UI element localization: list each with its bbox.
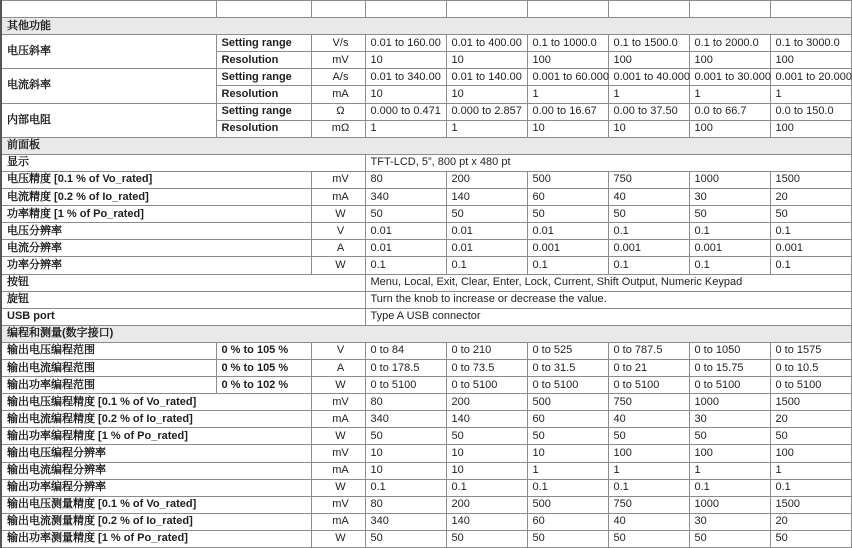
cell-value: 0 to 1575 xyxy=(770,342,851,359)
cell-value: 1 xyxy=(446,120,527,137)
cell-value: 0.001 xyxy=(770,240,851,257)
cell-value: 1 xyxy=(527,86,608,103)
row-value: Type A USB connector xyxy=(365,308,851,325)
row-sub-label: 0 % to 105 % xyxy=(216,359,311,376)
cell-value: 0 to 15.75 xyxy=(689,359,770,376)
cell-value: 0.01 xyxy=(446,240,527,257)
cell-value: 50 xyxy=(608,428,689,445)
cell-value: 50 xyxy=(365,206,446,223)
row-unit: V xyxy=(311,342,365,359)
cell-value: 1 xyxy=(608,86,689,103)
row-label: 输出电压编程精度 [0.1 % of Vo_rated] xyxy=(1,394,311,411)
spec-row xyxy=(1,291,851,308)
partial-cell xyxy=(216,1,311,18)
cell-value: 0.1 xyxy=(689,223,770,240)
cell-value: 0 to 73.5 xyxy=(446,359,527,376)
cell-value: 1000 xyxy=(689,496,770,513)
row-label: 输出电压编程分辨率 xyxy=(1,445,311,462)
row-value: Turn the knob to increase or decrease the value. xyxy=(365,291,851,308)
row-label: 输出功率编程精度 [1 % of Po_rated] xyxy=(1,428,311,445)
cell-value: 10 xyxy=(527,120,608,137)
cell-value: 50 xyxy=(689,428,770,445)
cell-value: 0.1 xyxy=(527,479,608,496)
cell-value: 100 xyxy=(527,52,608,69)
cell-value: 100 xyxy=(608,445,689,462)
cell-value: 0.001 to 60.000 xyxy=(527,69,608,86)
cell-value: 0 to 84 xyxy=(365,342,446,359)
cell-value: 100 xyxy=(689,445,770,462)
cell-value: 340 xyxy=(365,513,446,530)
row-sub-label: Resolution xyxy=(216,86,311,103)
row-unit: W xyxy=(311,479,365,496)
cell-value: 0.001 to 40.000 xyxy=(608,69,689,86)
row-label: 输出电流编程范围 xyxy=(1,359,216,376)
cell-value: 100 xyxy=(770,120,851,137)
partial-cell xyxy=(608,1,689,18)
partial-cell xyxy=(689,1,770,18)
cell-value: 0.1 xyxy=(770,479,851,496)
spec-row xyxy=(1,223,851,240)
cell-value: 50 xyxy=(770,530,851,547)
row-unit: mA xyxy=(311,513,365,530)
row-label: 电压精度 [0.1 % of Vo_rated] xyxy=(1,171,311,188)
row-unit: mV xyxy=(311,171,365,188)
cell-value: 40 xyxy=(608,411,689,428)
partial-cell xyxy=(527,1,608,18)
cell-value: 0 to 5100 xyxy=(608,377,689,394)
cell-value: 500 xyxy=(527,394,608,411)
cell-value: 20 xyxy=(770,411,851,428)
cell-value: 1 xyxy=(689,86,770,103)
cell-value: 10 xyxy=(527,445,608,462)
spec-row xyxy=(1,462,851,479)
cell-value: 100 xyxy=(689,120,770,137)
cell-value: 50 xyxy=(608,206,689,223)
row-value: Menu, Local, Exit, Clear, Enter, Lock, Current, Shift Output, Numeric Keypad xyxy=(365,274,851,291)
cell-value: 40 xyxy=(608,189,689,206)
row-unit: mΩ xyxy=(311,120,365,137)
cell-value: 50 xyxy=(446,428,527,445)
row-unit: mV xyxy=(311,496,365,513)
cell-value: 0 to 787.5 xyxy=(608,342,689,359)
cell-value: 60 xyxy=(527,411,608,428)
row-unit: mV xyxy=(311,394,365,411)
partial-cell xyxy=(1,1,216,18)
cell-value: 0 to 10.5 xyxy=(770,359,851,376)
cell-value: 80 xyxy=(365,394,446,411)
row-unit: W xyxy=(311,428,365,445)
row-label: 输出功率编程范围 xyxy=(1,377,216,394)
cell-value: 0.001 xyxy=(689,240,770,257)
cell-value: 0.001 to 30.000 xyxy=(689,69,770,86)
cell-value: 0.1 xyxy=(446,479,527,496)
spec-row xyxy=(1,189,851,206)
cell-value: 50 xyxy=(770,428,851,445)
row-unit: W xyxy=(311,377,365,394)
cell-value: 10 xyxy=(365,445,446,462)
cell-value: 1000 xyxy=(689,171,770,188)
cell-value: 0.1 xyxy=(608,257,689,274)
spec-row xyxy=(1,171,851,188)
cell-value: 0.000 to 0.471 xyxy=(365,103,446,120)
cell-value: 0 to 5100 xyxy=(365,377,446,394)
cell-value: 0.00 to 37.50 xyxy=(608,103,689,120)
row-label: 电流精度 [0.2 % of Io_rated] xyxy=(1,189,311,206)
cell-value: 0.01 to 400.00 xyxy=(446,35,527,52)
cell-value: 0.0 to 150.0 xyxy=(770,103,851,120)
cell-value: 200 xyxy=(446,496,527,513)
row-label: 输出电压编程范围 xyxy=(1,342,216,359)
cell-value: 50 xyxy=(527,428,608,445)
spec-row xyxy=(1,394,851,411)
cell-value: 0.1 to 2000.0 xyxy=(689,35,770,52)
cell-value: 0.01 xyxy=(365,223,446,240)
cell-value: 0.1 to 1000.0 xyxy=(527,35,608,52)
cell-value: 10 xyxy=(446,445,527,462)
cell-value: 50 xyxy=(446,530,527,547)
spec-row xyxy=(1,342,851,359)
row-label: 旋钮 xyxy=(1,291,365,308)
row-label: 显示 xyxy=(1,154,365,171)
section-title: 前面板 xyxy=(1,137,851,154)
row-unit: A xyxy=(311,240,365,257)
row-sub-label: 0 % to 105 % xyxy=(216,342,311,359)
row-sub-label: Resolution xyxy=(216,52,311,69)
cell-value: 0.1 xyxy=(770,257,851,274)
cell-value: 340 xyxy=(365,189,446,206)
partial-top-row xyxy=(1,1,851,18)
section-title: 编程和测量(数字接口) xyxy=(1,325,851,342)
cell-value: 0.1 to 3000.0 xyxy=(770,35,851,52)
cell-value: 0.1 xyxy=(608,479,689,496)
spec-row xyxy=(1,206,851,223)
row-unit: mA xyxy=(311,462,365,479)
cell-value: 50 xyxy=(446,206,527,223)
row-label: USB port xyxy=(1,308,365,325)
partial-cell xyxy=(770,1,851,18)
cell-value: 200 xyxy=(446,394,527,411)
cell-value: 30 xyxy=(689,513,770,530)
cell-value: 1500 xyxy=(770,394,851,411)
row-unit: A/s xyxy=(311,69,365,86)
partial-cell xyxy=(311,1,365,18)
cell-value: 750 xyxy=(608,171,689,188)
cell-value: 1 xyxy=(365,120,446,137)
row-label: 输出功率测量精度 [1 % of Po_rated] xyxy=(1,530,311,547)
cell-value: 0.000 to 2.857 xyxy=(446,103,527,120)
cell-value: 750 xyxy=(608,496,689,513)
cell-value: 0.01 to 140.00 xyxy=(446,69,527,86)
cell-value: 1500 xyxy=(770,171,851,188)
cell-value: 0 to 5100 xyxy=(770,377,851,394)
cell-value: 1 xyxy=(527,462,608,479)
cell-value: 1 xyxy=(770,86,851,103)
cell-value: 30 xyxy=(689,411,770,428)
row-unit: W xyxy=(311,530,365,547)
cell-value: 0.01 xyxy=(527,223,608,240)
row-unit: W xyxy=(311,257,365,274)
cell-value: 0.1 xyxy=(608,223,689,240)
cell-value: 0.1 xyxy=(770,223,851,240)
row-sub-label: Setting range xyxy=(216,35,311,52)
spec-row xyxy=(1,35,851,52)
cell-value: 80 xyxy=(365,496,446,513)
cell-value: 0.0 to 66.7 xyxy=(689,103,770,120)
cell-value: 500 xyxy=(527,496,608,513)
cell-value: 1500 xyxy=(770,496,851,513)
row-label: 输出电流编程分辨率 xyxy=(1,462,311,479)
cell-value: 10 xyxy=(365,52,446,69)
cell-value: 0.1 xyxy=(365,257,446,274)
cell-value: 0.1 xyxy=(527,257,608,274)
partial-cell xyxy=(365,1,446,18)
spec-row xyxy=(1,274,851,291)
spec-row xyxy=(1,308,851,325)
cell-value: 60 xyxy=(527,513,608,530)
spec-row xyxy=(1,496,851,513)
cell-value: 1 xyxy=(608,462,689,479)
section-title: 其他功能 xyxy=(1,18,851,35)
row-unit: mA xyxy=(311,86,365,103)
cell-value: 200 xyxy=(446,171,527,188)
cell-value: 0.1 to 1500.0 xyxy=(608,35,689,52)
row-label: 输出电压测量精度 [0.1 % of Vo_rated] xyxy=(1,496,311,513)
row-label: 按钮 xyxy=(1,274,365,291)
cell-value: 60 xyxy=(527,189,608,206)
row-unit: V xyxy=(311,223,365,240)
cell-value: 20 xyxy=(770,189,851,206)
section-header-row xyxy=(1,137,851,154)
cell-value: 0.001 xyxy=(527,240,608,257)
cell-value: 0 to 21 xyxy=(608,359,689,376)
spec-row xyxy=(1,411,851,428)
cell-value: 0 to 210 xyxy=(446,342,527,359)
spec-row xyxy=(1,513,851,530)
cell-value: 50 xyxy=(770,206,851,223)
cell-value: 1 xyxy=(770,462,851,479)
row-sub-label: Setting range xyxy=(216,69,311,86)
partial-cell xyxy=(446,1,527,18)
cell-value: 0.001 xyxy=(608,240,689,257)
spec-row xyxy=(1,359,851,376)
row-unit: mV xyxy=(311,52,365,69)
cell-value: 140 xyxy=(446,411,527,428)
cell-value: 80 xyxy=(365,171,446,188)
cell-value: 10 xyxy=(365,462,446,479)
row-label: 输出电流编程精度 [0.2 % of Io_rated] xyxy=(1,411,311,428)
cell-value: 140 xyxy=(446,189,527,206)
cell-value: 0.1 xyxy=(365,479,446,496)
row-label: 输出功率编程分辨率 xyxy=(1,479,311,496)
spec-row xyxy=(1,428,851,445)
section-header-row xyxy=(1,325,851,342)
row-sub-label: 0 % to 102 % xyxy=(216,377,311,394)
spec-row xyxy=(1,530,851,547)
spec-row xyxy=(1,69,851,86)
cell-value: 0.00 to 16.67 xyxy=(527,103,608,120)
row-label: 电流斜率 xyxy=(1,69,216,103)
cell-value: 40 xyxy=(608,513,689,530)
cell-value: 10 xyxy=(608,120,689,137)
cell-value: 10 xyxy=(446,86,527,103)
cell-value: 100 xyxy=(608,52,689,69)
cell-value: 50 xyxy=(365,530,446,547)
row-label: 输出电流测量精度 [0.2 % of Io_rated] xyxy=(1,513,311,530)
cell-value: 0.1 xyxy=(689,479,770,496)
cell-value: 100 xyxy=(770,52,851,69)
cell-value: 0.01 xyxy=(365,240,446,257)
cell-value: 50 xyxy=(527,206,608,223)
spec-row xyxy=(1,445,851,462)
cell-value: 1000 xyxy=(689,394,770,411)
cell-value: 50 xyxy=(527,530,608,547)
row-value: TFT-LCD, 5”, 800 pt x 480 pt xyxy=(365,154,851,171)
row-unit: Ω xyxy=(311,103,365,120)
spec-row xyxy=(1,103,851,120)
cell-value: 10 xyxy=(446,462,527,479)
cell-value: 140 xyxy=(446,513,527,530)
spec-row xyxy=(1,154,851,171)
cell-value: 0.1 xyxy=(446,257,527,274)
row-label: 功率精度 [1 % of Po_rated] xyxy=(1,206,311,223)
cell-value: 0 to 5100 xyxy=(689,377,770,394)
row-label: 内部电阻 xyxy=(1,103,216,137)
row-sub-label: Setting range xyxy=(216,103,311,120)
cell-value: 50 xyxy=(689,530,770,547)
cell-value: 0.001 to 20.000 xyxy=(770,69,851,86)
row-unit: mA xyxy=(311,189,365,206)
cell-value: 0.01 to 160.00 xyxy=(365,35,446,52)
section-header-row xyxy=(1,18,851,35)
spec-row xyxy=(1,240,851,257)
row-label: 电压斜率 xyxy=(1,35,216,69)
cell-value: 30 xyxy=(689,189,770,206)
cell-value: 10 xyxy=(446,52,527,69)
spec-row xyxy=(1,257,851,274)
cell-value: 0 to 5100 xyxy=(527,377,608,394)
row-label: 电压分辨率 xyxy=(1,223,311,240)
cell-value: 50 xyxy=(608,530,689,547)
row-unit: mV xyxy=(311,445,365,462)
cell-value: 0.01 to 340.00 xyxy=(365,69,446,86)
cell-value: 1 xyxy=(689,462,770,479)
cell-value: 750 xyxy=(608,394,689,411)
spec-row xyxy=(1,479,851,496)
cell-value: 340 xyxy=(365,411,446,428)
row-unit: mA xyxy=(311,411,365,428)
cell-value: 20 xyxy=(770,513,851,530)
cell-value: 0.1 xyxy=(689,257,770,274)
cell-value: 100 xyxy=(770,445,851,462)
cell-value: 0 to 31.5 xyxy=(527,359,608,376)
cell-value: 10 xyxy=(365,86,446,103)
cell-value: 500 xyxy=(527,171,608,188)
row-unit: W xyxy=(311,206,365,223)
cell-value: 100 xyxy=(689,52,770,69)
row-label: 电流分辨率 xyxy=(1,240,311,257)
row-sub-label: Resolution xyxy=(216,120,311,137)
cell-value: 0 to 178.5 xyxy=(365,359,446,376)
row-unit: A xyxy=(311,359,365,376)
cell-value: 0.01 xyxy=(446,223,527,240)
cell-value: 0 to 5100 xyxy=(446,377,527,394)
spec-row xyxy=(1,377,851,394)
row-label: 功率分辨率 xyxy=(1,257,311,274)
row-unit: V/s xyxy=(311,35,365,52)
cell-value: 50 xyxy=(365,428,446,445)
cell-value: 50 xyxy=(689,206,770,223)
cell-value: 0 to 1050 xyxy=(689,342,770,359)
cell-value: 0 to 525 xyxy=(527,342,608,359)
